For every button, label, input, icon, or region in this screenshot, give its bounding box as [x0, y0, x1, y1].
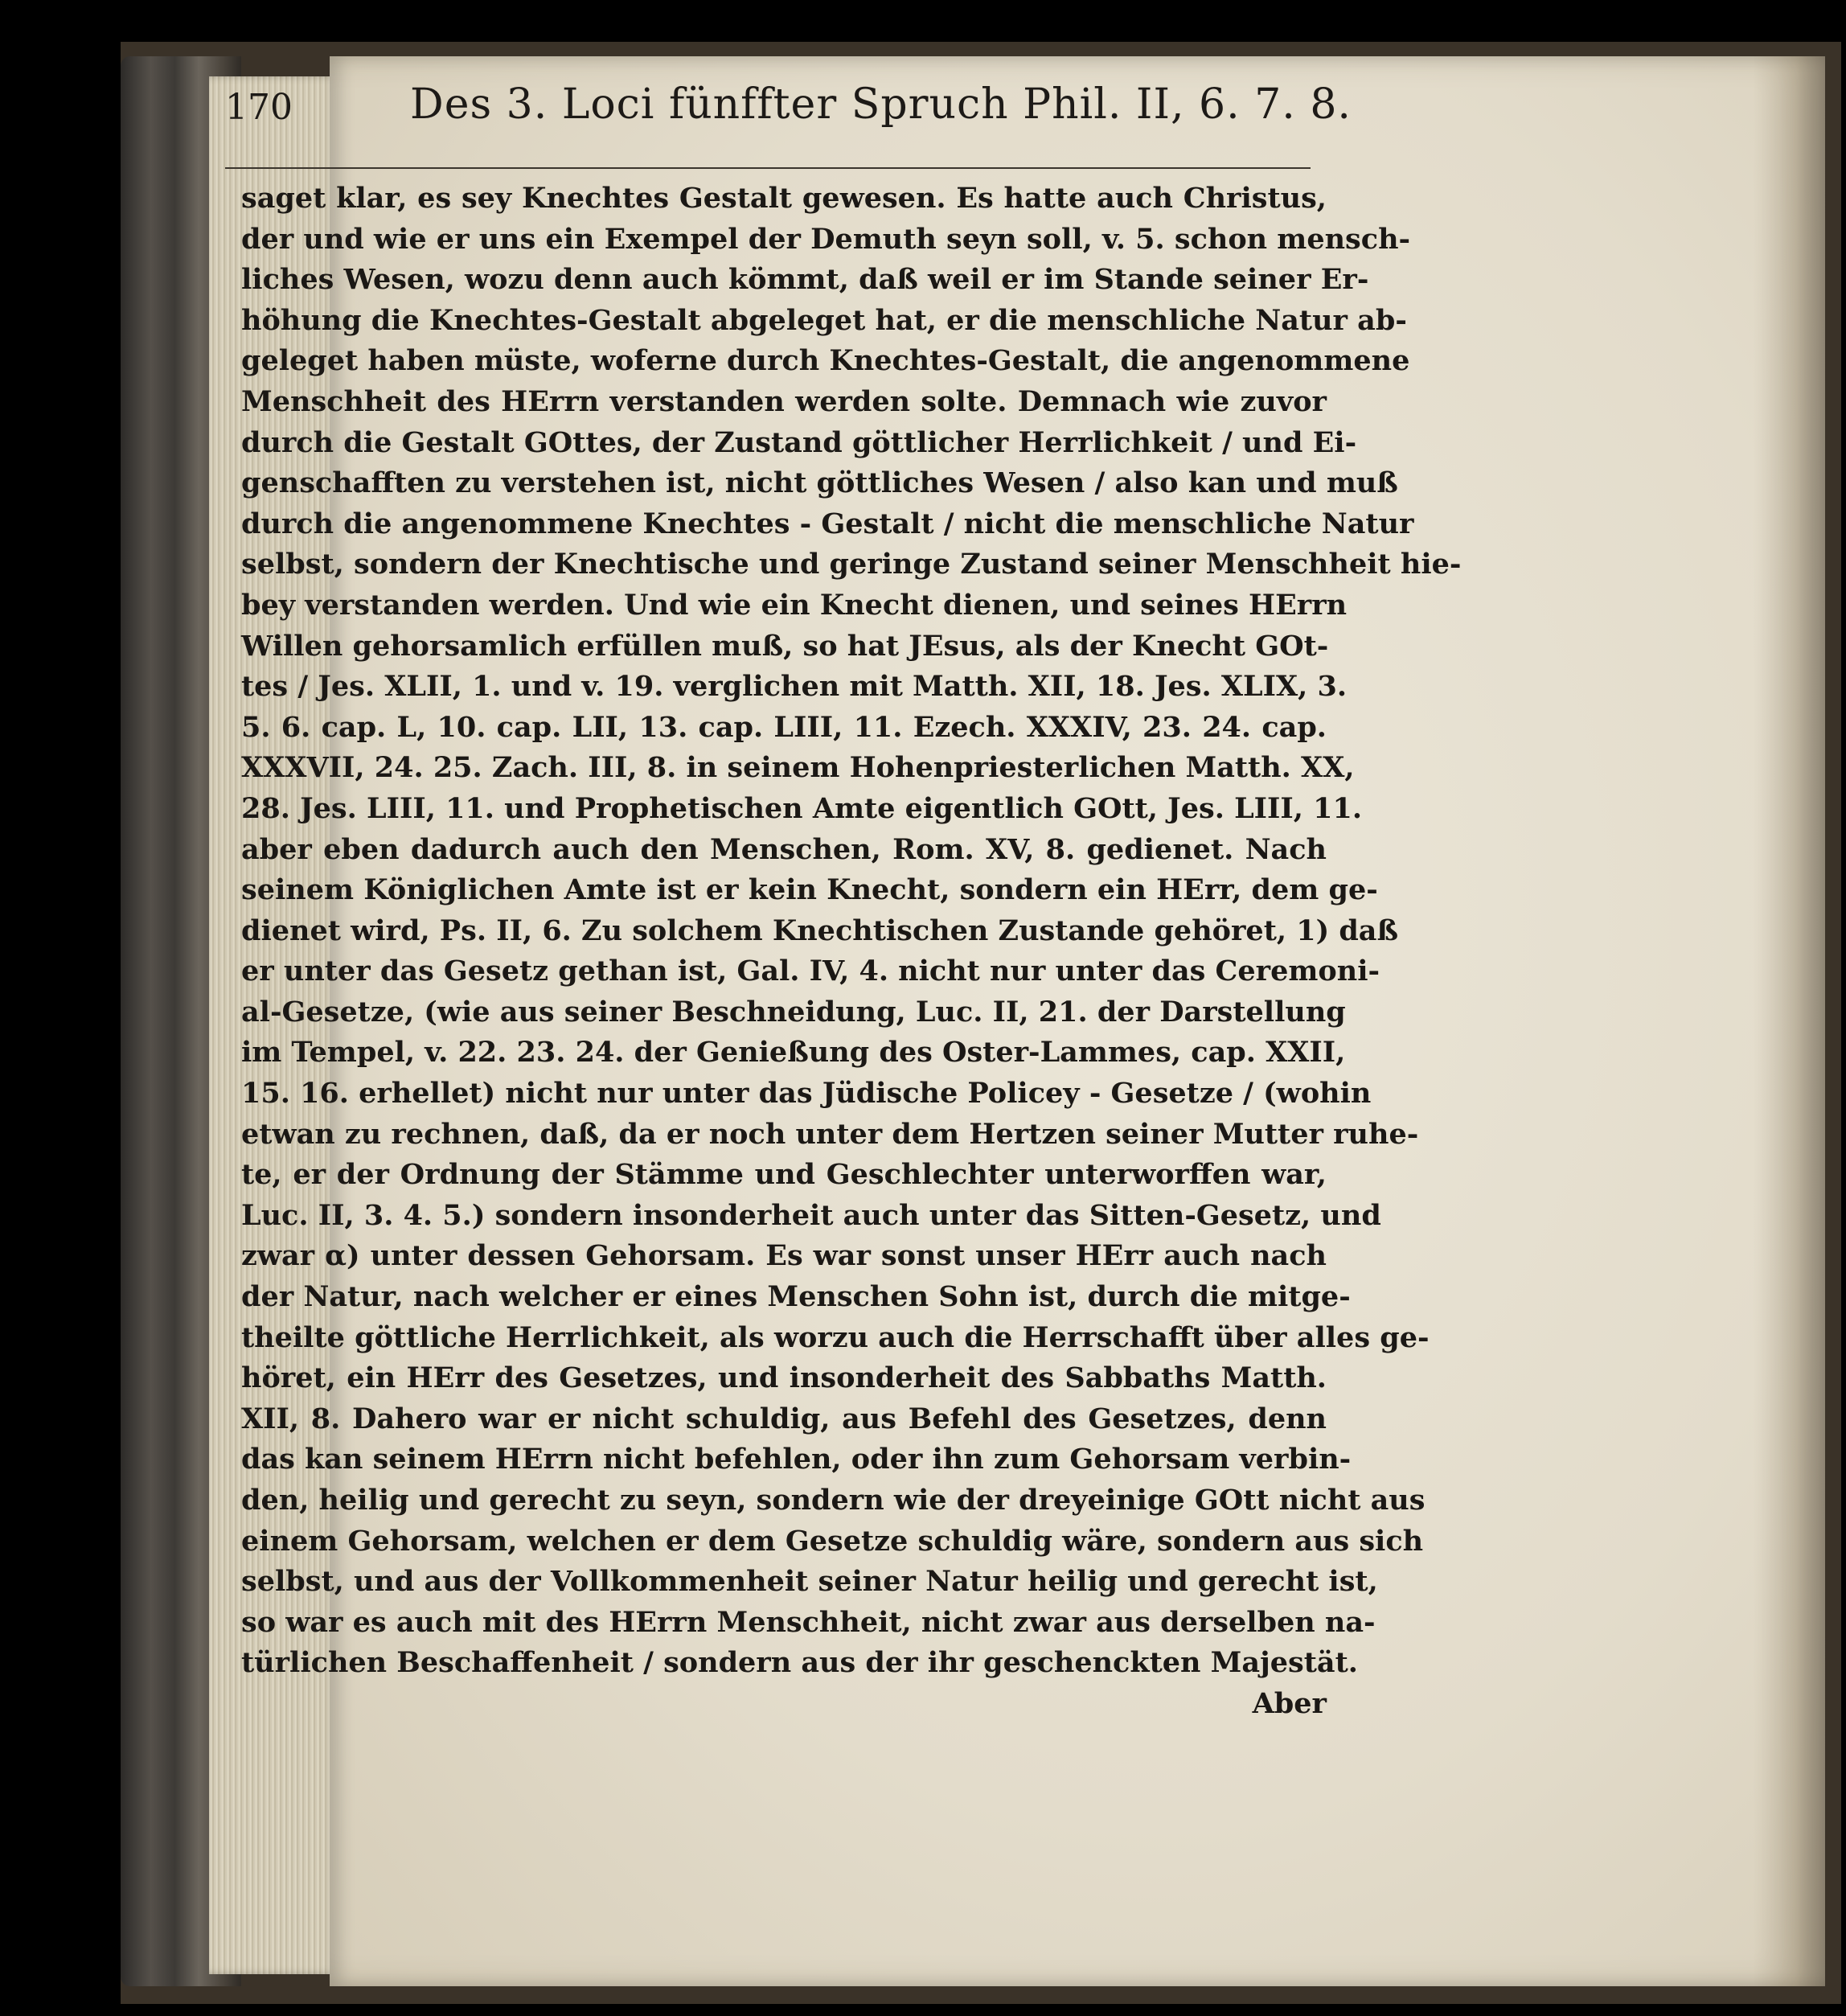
text-line: dienet wird, Ps. II, 6. Zu solchem Knechtischen Zustande gehöret, 1) daß — [241, 914, 1399, 947]
page-header — [225, 72, 1351, 145]
text-line: 5. 6. cap. L, 10. cap. LII, 13. cap. LIII, 11. Ezech. XXXIV, 23. 24. cap. — [241, 710, 1327, 744]
text-line: türlichen Beschaffenheit / sondern aus der ihr geschenckten Majestät. — [241, 1646, 1358, 1680]
header-rule — [225, 167, 1311, 169]
text-line: so war es auch mit des HErrn Menschheit, nicht zwar aus derselben na- — [241, 1605, 1376, 1639]
text-line: der und wie er uns ein Exempel der Demuth seyn soll, v. 5. schon mensch- — [241, 222, 1411, 256]
text-line: das kan seinem HErrn nicht befehlen, oder ihn zum Gehorsam verbin- — [241, 1443, 1352, 1476]
text-line: bey verstanden werden. Und wie ein Knecht dienen, und seines HErrn — [241, 588, 1348, 622]
text-line: im Tempel, v. 22. 23. 24. der Genießung des Oster-Lammes, cap. XXII, — [241, 1036, 1346, 1070]
text-line: durch die Gestalt GOttes, der Zustand göttlicher Herrlichkeit / und Ei- — [241, 425, 1357, 459]
catchword: Aber — [1252, 1686, 1327, 1720]
text-line: 15. 16. erhellet) nicht nur unter das Jüdische Policey - Gesetze / (wohin — [241, 1077, 1372, 1111]
text-line: saget klar, es sey Knechtes Gestalt gewesen. Es hatte auch Christus, — [241, 182, 1327, 215]
text-line: aber eben dadurch auch den Menschen, Rom. XV, 8. gedienet. Nach — [241, 832, 1327, 866]
text-line: er unter das Gesetz gethan ist, Gal. IV, 4. nicht nur unter das Ceremoni- — [241, 955, 1380, 988]
text-line: den, heilig und gerecht zu seyn, sondern wie der dreyeinige GOtt nicht aus — [241, 1484, 1426, 1517]
text-line: geleget haben müste, woferne durch Knechtes-Gestalt, die angenommene — [241, 344, 1410, 378]
text-line: selbst, und aus der Vollkommenheit seiner Natur heilig und gerecht ist, — [241, 1565, 1378, 1599]
text-line: te, er der Ordnung der Stämme und Geschlechter unterworffen war, — [241, 1158, 1327, 1192]
text-line: XXXVII, 24. 25. Zach. III, 8. in seinem Hohenpriesterlichen Matth. XX, — [241, 751, 1355, 785]
text-line: durch die angenommene Knechtes - Gestalt / nicht die menschliche Natur — [241, 507, 1414, 540]
text-line: seinem Königlichen Amte ist er kein Knecht, sondern ein HErr, dem ge- — [241, 873, 1378, 907]
page-number: 170 — [225, 87, 293, 128]
text-line: theilte göttliche Herrlichkeit, als worzu auch die Herrschafft über alles ge- — [241, 1320, 1430, 1354]
text-line: einem Gehorsam, welchen er dem Gesetze schuldig wäre, sondern aus sich — [241, 1524, 1424, 1558]
text-line: der Natur, nach welcher er eines Menschen Sohn ist, durch die mitge- — [241, 1280, 1351, 1314]
body-text — [241, 179, 1462, 1725]
text-line: Willen gehorsamlich erfüllen muß, so hat JEsus, als der Knecht GOt- — [241, 629, 1329, 663]
text-line: etwan zu rechnen, daß, da er noch unter dem Hertzen seiner Mutter ruhe- — [241, 1117, 1419, 1151]
text-line: selbst, sondern der Knechtische und geringe Zustand seiner Menschheit hie- — [241, 548, 1462, 581]
text-line: Luc. II, 3. 4. 5.) sondern insonderheit auch unter das Sitten-Gesetz, und — [241, 1198, 1381, 1232]
running-title: Des 3. Loci fünffter Spruch Phil. II, 6. 7. 8. — [410, 80, 1352, 129]
text-line: liches Wesen, wozu denn auch kömmt, daß weil er im Stande seiner Er- — [241, 263, 1369, 297]
text-line: tes / Jes. XLII, 1. und v. 19. verglichen mit Matth. XII, 18. Jes. XLIX, 3. — [241, 670, 1348, 704]
text-line: 28. Jes. LIII, 11. und Prophetischen Amte eigentlich GOtt, Jes. LIII, 11. — [241, 791, 1363, 825]
text-line: Menschheit des HErrn verstanden werden solte. Demnach wie zuvor — [241, 384, 1327, 418]
text-line: al-Gesetze, (wie aus seiner Beschneidung, Luc. II, 21. der Darstellung — [241, 995, 1346, 1029]
text-line: zwar α) unter dessen Gehorsam. Es war sonst unser HErr auch nach — [241, 1239, 1327, 1273]
text-line: höret, ein HErr des Gesetzes, und insonderheit des Sabbaths Matth. — [241, 1361, 1327, 1395]
text-line: genschafften zu verstehen ist, nicht göttliches Wesen / also kan und muß — [241, 466, 1398, 500]
page-gutter-shadow — [1753, 56, 1825, 1986]
text-line: XII, 8. Dahero war er nicht schuldig, aus Befehl des Gesetzes, denn — [241, 1402, 1327, 1435]
text-line: höhung die Knechtes-Gestalt abgeleget hat, er die menschliche Natur ab- — [241, 303, 1407, 337]
